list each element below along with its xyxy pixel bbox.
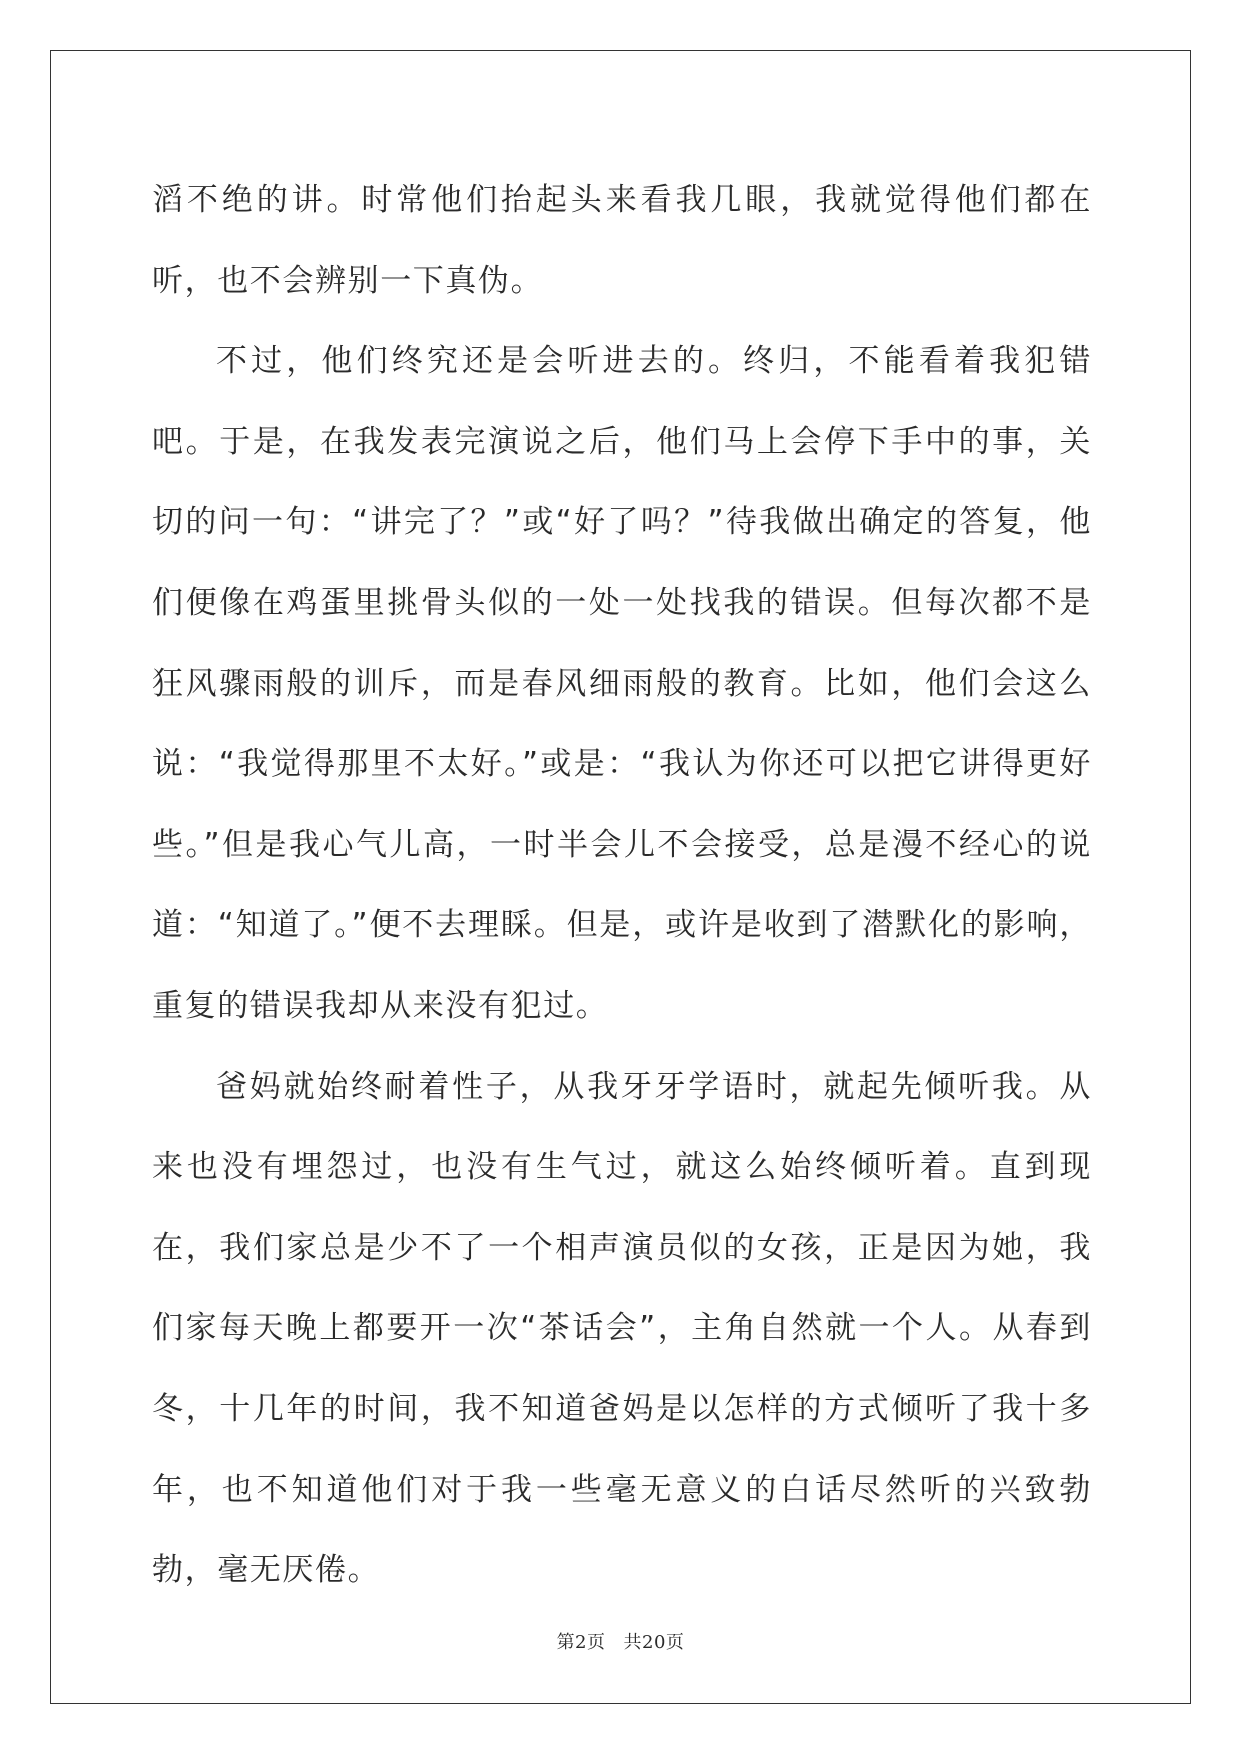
page-footer xyxy=(0,1628,1241,1654)
page-number: 第2页 xyxy=(556,1632,606,1653)
paragraph-1: 滔不绝的讲。时常他们抬起头来看我几眼，我就觉得他们都在听，也不会辨别一下真伪。 xyxy=(152,182,1092,299)
document-body xyxy=(152,160,1092,1611)
page-total: 共20页 xyxy=(623,1632,685,1653)
paragraph-3: 爸妈就始终耐着性子，从我牙牙学语时，就起先倾听我。从来也没有埋怨过，也没有生气过，就这么始终倾听着。直到现在，我们家总是少不了一个相声演员似的女孩，正是因为她，我们家每天晚上都要开一次“茶话会”，主角自然就一个人。从春到冬，十几年的时间，我不知道爸妈是以怎样的方式倾听了我十多年，也不知道他们对于我一些毫无意义的白话尽然听的兴致勃勃，毫无厌倦。 xyxy=(152,1068,1092,1589)
paragraph-2: 不过，他们终究还是会听进去的。终归，不能看着我犯错吧。于是，在我发表完演说之后，他们马上会停下手中的事，关切的问一句：“讲完了？”或“好了吗？”待我做出确定的答复，他们便像在鸡蛋里挑骨头似的一处一处找我的错误。但每次都不是狂风骤雨般的训斥，而是春风细雨般的教育。比如，他们会这么说：“我觉得那里不太好。”或是：“我认为你还可以把它讲得更好些。”但是我心气儿高，一时半会儿不会接受，总是漫不经心的说道：“知道了。”便不去理睬。但是，或许是收到了潜默化的影响，重复的错误我却从来没有犯过。 xyxy=(152,343,1092,1024)
